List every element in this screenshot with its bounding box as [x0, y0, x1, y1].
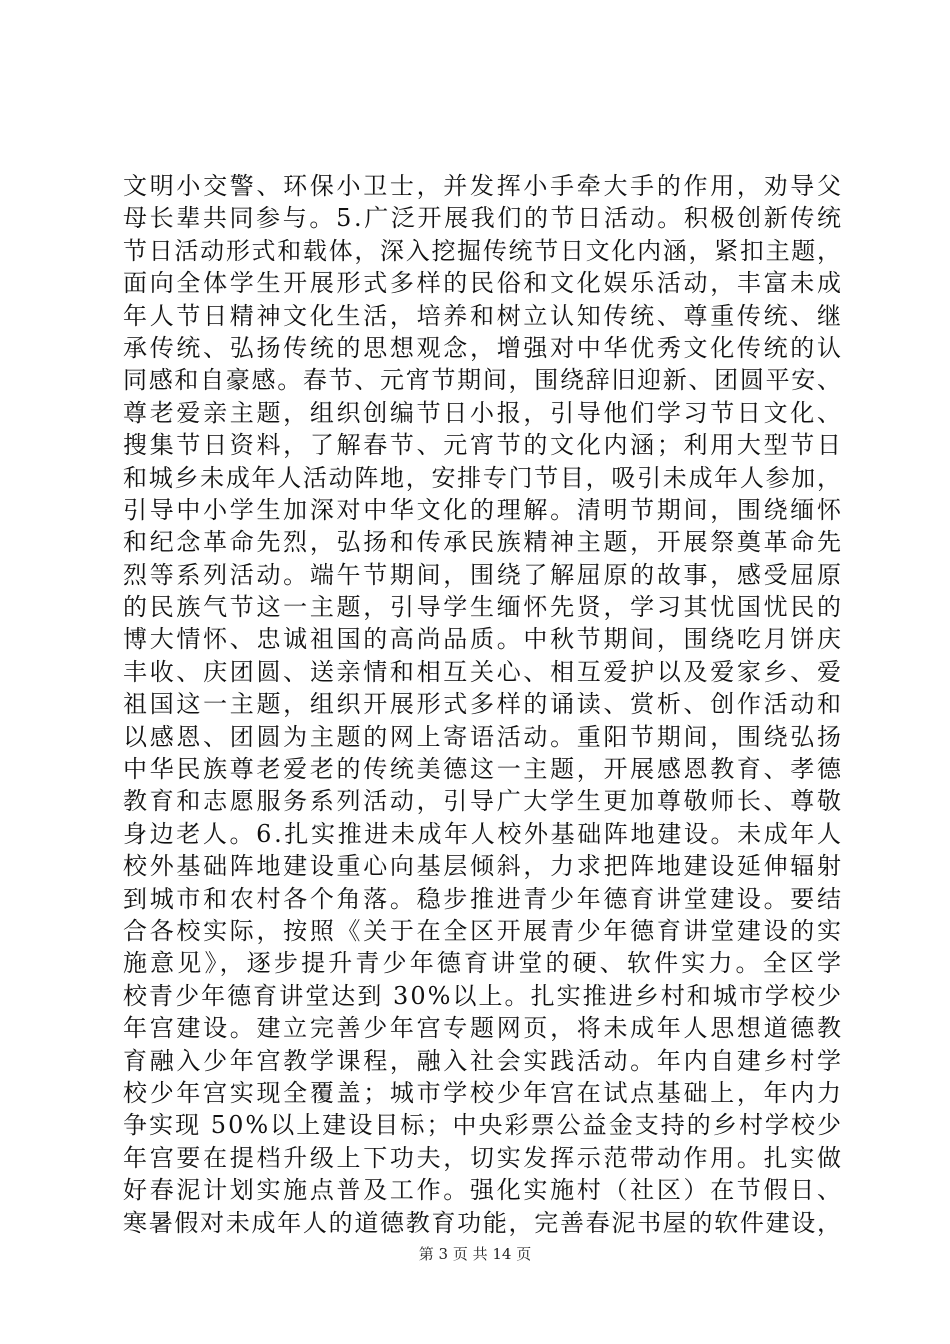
text-line: 面向全体学生开展形式多样的民俗和文化娱乐活动，丰富未成: [123, 269, 844, 298]
text-line: 承传统、弘扬传统的思想观念，增强对中华优秀文化传统的认: [123, 333, 844, 362]
text-line: 尊老爱亲主题，组织创编节日小报，引导他们学习节日文化、: [123, 398, 844, 427]
text-line: 博大情怀、忠诚祖国的高尚品质。中秋节期间，围绕吃月饼庆: [123, 625, 844, 654]
text-line: 好春泥计划实施点普及工作。强化实施村（社区）在节假日、: [123, 1176, 844, 1205]
text-line: 年宫要在提档升级上下功夫，切实发挥示范带动作用。扎实做: [123, 1143, 844, 1172]
text-line: 校外基础阵地建设重心向基层倾斜，力求把阵地建设延伸辐射: [123, 852, 844, 881]
text-line: 母长辈共同参与。5.广泛开展我们的节日活动。积极创新传统: [123, 204, 844, 233]
text-line: 身边老人。6.扎实推进未成年人校外基础阵地建设。未成年人: [123, 819, 844, 848]
text-line: 和城乡未成年人活动阵地，安排专门节目，吸引未成年人参加，: [123, 463, 843, 492]
text-line: 丰收、庆团圆、送亲情和相互关心、相互爱护以及爱家乡、爱: [123, 657, 844, 686]
text-line: 节日活动形式和载体，深入挖掘传统节日文化内涵，紧扣主题，: [123, 236, 843, 265]
text-line: 烈等系列活动。端午节期间，围绕了解屈原的故事，感受屈原: [123, 560, 844, 589]
text-line: 年人节日精神文化生活，培养和树立认知传统、尊重传统、继: [123, 301, 844, 330]
text-line: 争实现 50%以上建设目标；中央彩票公益金支持的乡村学校少: [123, 1111, 844, 1140]
text-line: 祖国这一主题，组织开展形式多样的诵读、赏析、创作活动和: [123, 690, 844, 719]
text-line: 引导中小学生加深对中华文化的理解。清明节期间，围绕缅怀: [123, 495, 844, 524]
text-line: 到城市和农村各个角落。稳步推进青少年德育讲堂建设。要结: [123, 884, 844, 913]
text-line: 校青少年德育讲堂达到 30%以上。扎实推进乡村和城市学校少: [123, 981, 844, 1010]
text-line: 同感和自豪感。春节、元宵节期间，围绕辞旧迎新、团圆平安、: [123, 366, 843, 395]
body-paragraph: [123, 170, 845, 1239]
text-line: 中华民族尊老爱老的传统美德这一主题，开展感恩教育、孝德: [123, 755, 844, 784]
text-line: 年宫建设。建立完善少年宫专题网页，将未成年人思想道德教: [123, 1014, 844, 1043]
text-line: 教育和志愿服务系列活动，引导广大学生更加尊敬师长、尊敬: [123, 787, 844, 816]
text-line: 校少年宫实现全覆盖；城市学校少年宫在试点基础上，年内力: [123, 1078, 844, 1107]
text-line: 和纪念革命先烈，弘扬和传承民族精神主题，开展祭奠革命先: [123, 528, 844, 557]
text-line: 育融入少年宫教学课程，融入社会实践活动。年内自建乡村学: [123, 1046, 844, 1075]
text-line: 施意见》，逐步提升青少年德育讲堂的硬、软件实力。全区学: [123, 949, 845, 978]
text-line: 文明小交警、环保小卫士，并发挥小手牵大手的作用，劝导父: [123, 172, 844, 200]
text-line: 以感恩、团圆为主题的网上寄语活动。重阳节期间，围绕弘扬: [123, 722, 844, 751]
text-line: 的民族气节这一主题，引导学生缅怀先贤，学习其忧国忧民的: [123, 593, 844, 622]
text-line: 搜集节日资料，了解春节、元宵节的文化内涵；利用大型节日: [123, 431, 844, 460]
page-footer: 第 3 页 共 14 页: [418, 1245, 532, 1263]
text-line: 寒暑假对未成年人的道德教育功能，完善春泥书屋的软件建设，: [123, 1208, 843, 1237]
text-line: 合各校实际，按照《关于在全区开展青少年德育讲堂建设的实: [123, 916, 844, 945]
